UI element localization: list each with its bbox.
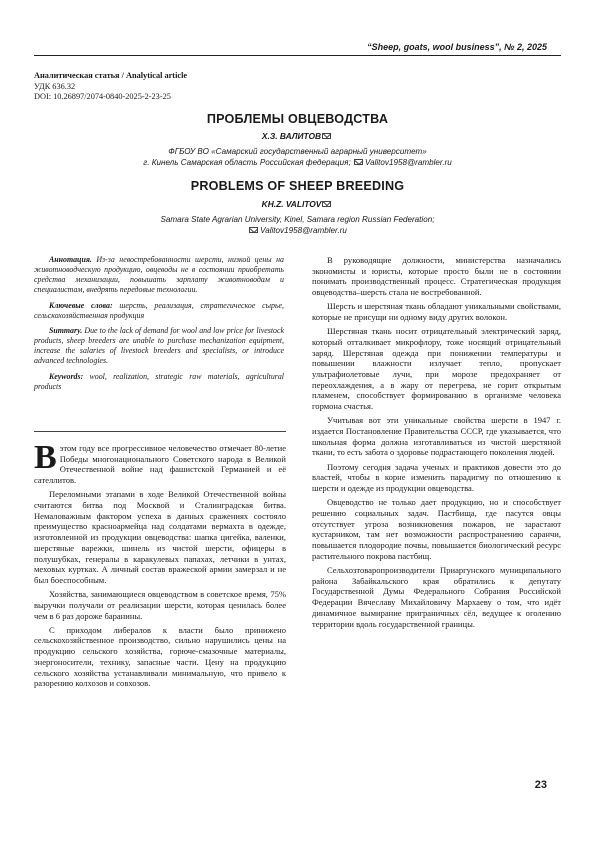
en-title: PROBLEMS OF SHEEP BREEDING: [190, 179, 405, 193]
doi: DOI: 10.26897/2074-0840-2025-2-23-25: [34, 92, 171, 101]
paragraph: С приходом либералов к власти было принижено сельскохозяйственное производство, сильно нарушились цены на продукцию сельского хозяйства, горюче-смазочные материалы, энергоносители, технику, запасные части. Цену на продукцию сельского хозяйства устанавливали минимальную, что привело к разорению колхозов и совхозов.: [34, 624, 286, 689]
paragraph: Переломными этапами в ходе Великой Отечественной войны считаются битва под Москвой и Сталинградская битва. Немаловажным фактором успеха в данных сражениях состояло преимущество красноармейца над солдатами вермахта в одежде, изготовленной из продукции овцеводства: шапка цигейка, валенки, шерстяные варежки, шинель из чистой шерсти, офицеры в полушубках, генералы в каракулевых папахах, летчики в унтах, меховых куртках. А личный состав вражеской армии замерзал и не был боеспособным.: [34, 489, 286, 585]
summary: Summary. Due to the lack of demand for wool and low price for livestock products, sheep breeders are unable to purchase mechanization equipment, increase the salaries of livestock breeders and specialists, or introduce advanced technologies.: [34, 326, 284, 366]
paragraph: Учитывая вот эти уникальные свойства шерсти в 1947 г. издается Постановление Правительства СССР, где указывается, что школьная форма должна изготавливаться из чистой шерстяной ткани, то есть забота о здоровье подрастающего поколения людей.: [312, 415, 561, 458]
left-column: [34, 439, 286, 692]
email-icon: [354, 159, 363, 166]
en-affiliation-line1: Samara State Agrarian University, Kinel, Samara region Russian Federation;: [160, 215, 435, 224]
en-affiliation-line2: [0, 225, 595, 236]
page-number: 23: [534, 779, 547, 791]
right-column: [312, 255, 561, 633]
ru-affiliation: [0, 146, 595, 169]
journal-header: “Sheep, goats, wool business”, № 2, 2025: [367, 42, 547, 52]
paragraph: Шерсть и шерстяная ткань обладают уникальными свойствами, которые не присущи ни одному виду других волокон.: [312, 301, 561, 323]
abstracts-block: [34, 255, 284, 398]
email-icon: [322, 201, 331, 208]
ru-author: Х.З. ВАЛИТОВ: [0, 131, 595, 141]
paragraph: Вэтом году все прогрессивное человечество отмечает 80-летие Победы многонационального Советского народа в Великой Отечественной войне над фашистской Германией и её сателлитов.: [34, 439, 286, 486]
keywords-en: Keywords: wool, realization, strategic raw materials, agricultural products: [34, 372, 284, 391]
ru-affiliation-line1: ФГБОУ ВО «Самарский государственный аграрный университет»: [168, 147, 427, 156]
article-meta: [34, 71, 187, 103]
paragraph: Поэтому сегодня задача ученых и практиков довести это до властей, чтобы в корне изменить парадигму по отношению к шерсти и одежде из продукции овцеводства.: [312, 461, 561, 494]
paragraph: В руководящие должности, министерства назначались экономисты и юристы, которые просто были не в состоянии понимать производственный процесс. Стратегическая продукция овцеводства–шерсть стала не востребованной.: [312, 255, 561, 298]
ru-affiliation-line2: г. Кинель Самарская область Российская федерация; Valitov1958@rambler.ru: [143, 158, 452, 168]
ru-title: ПРОБЛЕМЫ ОВЦЕВОДСТВА: [206, 112, 389, 126]
en-author: KH.Z. VALITOV: [0, 199, 595, 209]
annotation: Аннотация. Из-за невостребованности шерсти, низкой цены на животноводческую продукцию, овцеводы не в состоянии приобретать средства механизации, повышать зарплату животноводам и специалистам, внедрять передовые технологии.: [34, 255, 284, 294]
paragraph: Сельхозтоваропроизводители Приаргунского муниципального района Забайкальского края обратились к депутату Государственной Думы Федерального Собрания Российской Федерации Вячеславу Михайловичу Мархаеву о том, что идёт динамичное вымирание приграничных сёл, ведущее к оголению территории вдоль государственной границы.: [312, 564, 561, 629]
header-rule: [34, 55, 561, 56]
ru-email: Valitov1958@rambler.ru: [364, 158, 452, 168]
email-icon: [322, 133, 331, 140]
en-affiliation: [0, 214, 595, 237]
drop-cap: В: [34, 439, 57, 476]
udk: УДК 636.32: [34, 81, 76, 91]
paragraph: Хозяйства, занимающиеся овцеводством в советское время, 75% выручки получали от реализации шерсти, которая ценилась более чем в 6 раз дороже баранины.: [34, 589, 286, 621]
keywords-ru: Ключевые слова: шерсть, реализация, стратегическое сырье, сельскохозяйственная продукция: [34, 300, 285, 320]
abstract-divider: [34, 431, 286, 432]
article-type: Аналитическая статья / Analytical article: [34, 71, 188, 80]
en-email: Valitov1958@rambler.ru: [260, 226, 347, 236]
paragraph: Шерстяная ткань носит отрицательный электрический заряд, который отталкивает микрофлору, тоже носящий отрицательный заряд. Шерстяная одежда при понижении температуры и повышении влажности излучает тепло, пропускает ультрафиолетовые лучи, при морозе предохраняет от переохлаждения, а в жару от перегрева, не горит открытым пламенем, способствует формированию в организме человека гормона счастья.: [312, 326, 561, 412]
paragraph: Овцеводство не только дает продукцию, но и способствует решению социальных задач. Пастбища, где пасутся овцы отсутствует угроза возникновения пожаров, не зарастают кустарником, там нет возможности распространению саранчи, повышается плодородие почвы, повышается биологический ресурс растительного покрова пастбищ.: [312, 497, 561, 561]
email-icon: [249, 227, 258, 234]
